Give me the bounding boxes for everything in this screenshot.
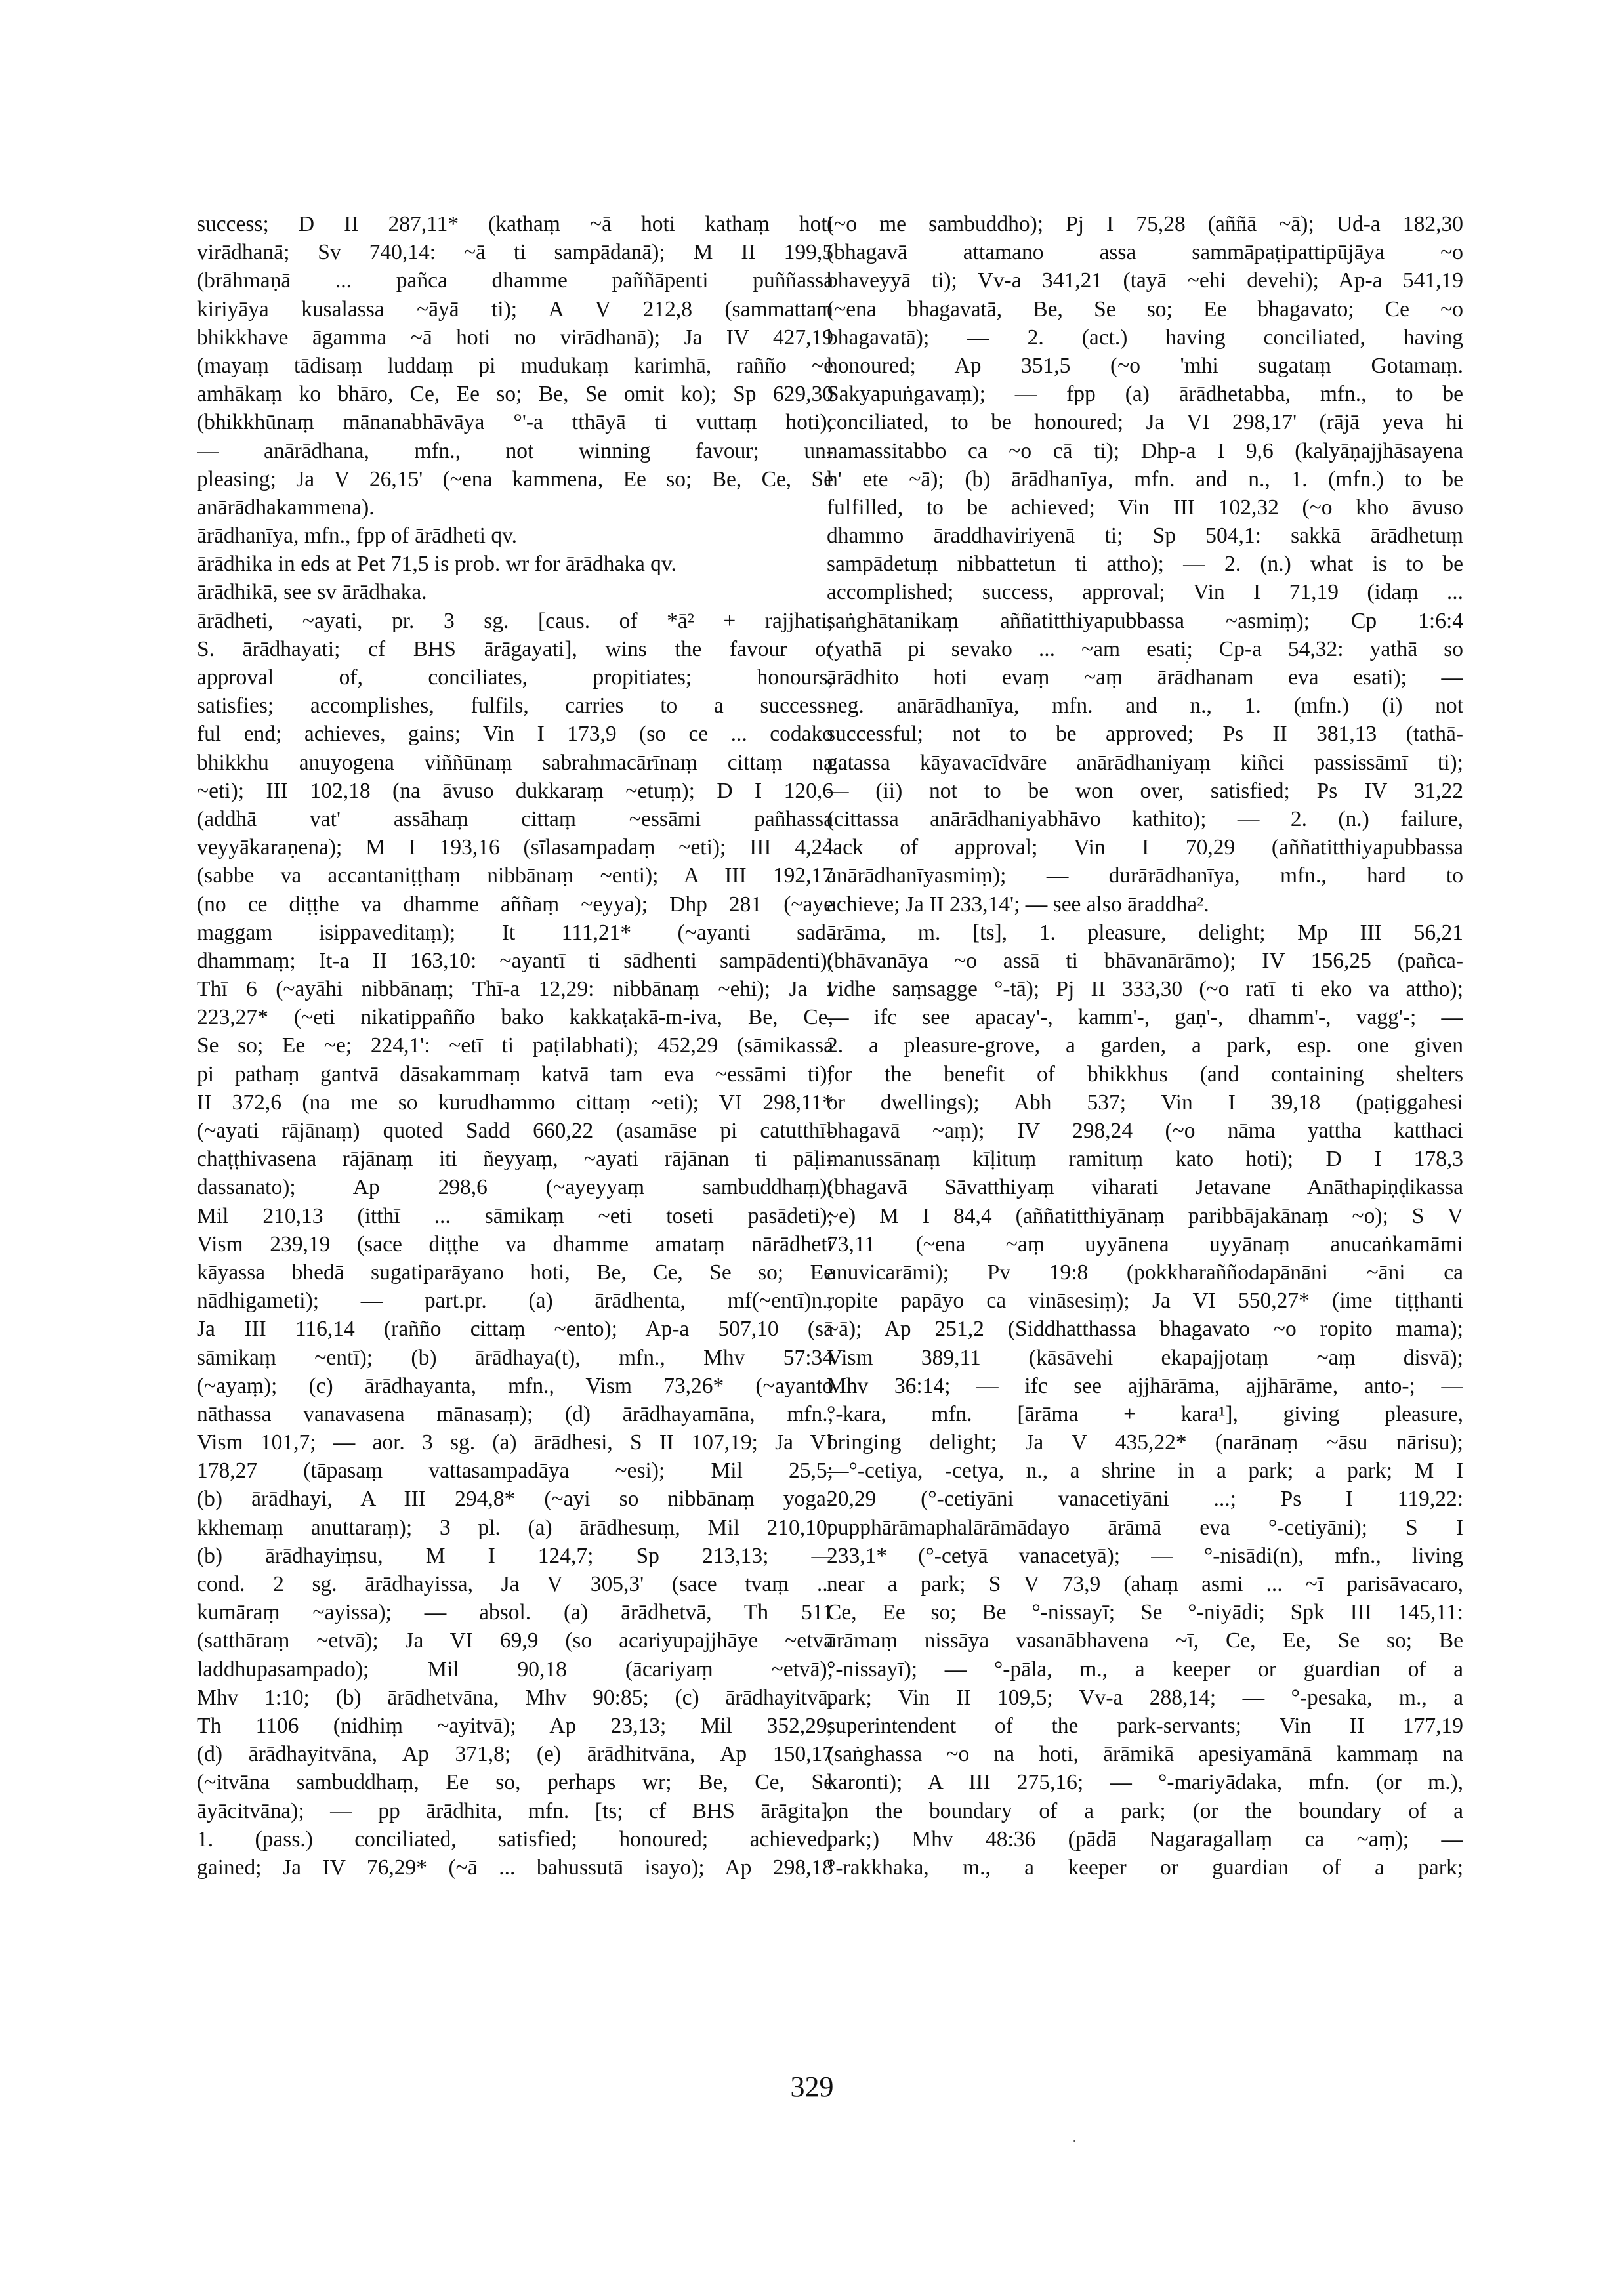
text-line: bhaveyyā ti); Vv-a 341,21 (tayā ~ehi devehi); Ap-a 541,19 <box>827 268 1463 293</box>
text-line: anārādhakammena). <box>197 495 375 520</box>
text-line: near a park; S V 73,9 (ahaṃ asmi ... ~ī parisāvacaro, <box>827 1572 1463 1596</box>
text-line: Mhv 1:10; (b) ārādhetvāna, Mhv 90:85; (c) ārādhayitvā, <box>197 1685 833 1710</box>
text-line: anuvicarāmi); Pv 19:8 (pokkharaññodapānāni ~āni ca <box>827 1260 1463 1285</box>
text-line: Se so; Ee ~e; 224,1': ~etī ti paṭilabhati); 452,29 (sāmikassa <box>197 1033 833 1058</box>
text-line: anārādhanīyasmiṃ); — durārādhanīya, mfn., hard to <box>827 863 1463 888</box>
text-line: bhikkhave āgamma ~ā hoti no virādhanā); Ja IV 427,19 <box>197 325 833 350</box>
text-line: (bhikkhūnaṃ mānanabhāvāya °'-a tthāyā ti vuttaṃ hoti); <box>197 410 833 435</box>
text-line: pi pathaṃ gantvā dāsakammaṃ katvā tam eva ~essāmi ti); <box>197 1062 833 1086</box>
text-line: 20,29 (°-cetiyāni vanacetiyāni ...; Ps I 119,22: <box>827 1487 1463 1512</box>
text-line: (sabbe va accantaniṭṭhaṃ nibbānaṃ ~enti); A III 192,17 <box>197 863 833 888</box>
text-line: (~ayati rājānaṃ) quoted Sadd 660,22 (asamāse pi catutthī- <box>197 1119 833 1143</box>
text-line: conciliated, to be honoured; Ja VI 298,17' (rājā yeva hi <box>827 410 1463 435</box>
text-line: ārādheti, ~ayati, pr. 3 sg. [caus. of *ā² + rajjhati; <box>197 608 833 633</box>
text-line: (no ce diṭṭhe va dhamme aññaṃ ~eyya); Dhp 281 (~aye <box>197 892 833 917</box>
scan-speck <box>1073 2140 1075 2142</box>
text-line: on the boundary of a park; (or the boundary of a <box>827 1798 1463 1823</box>
text-line: gained; Ja IV 76,29* (~ā ... bahussutā isayo); Ap 298,18 <box>197 1855 833 1880</box>
text-line: sāmikaṃ ~entī); (b) ārādhaya(t), mfn., Mhv 57:34 <box>197 1345 833 1370</box>
text-line: 73,11 (~ena ~aṃ uyyānena uyyānaṃ anucaṅkamāmi <box>827 1231 1463 1256</box>
text-line: vidhe saṃsagge °-tā); Pj II 333,30 (~o ratī ti eko va attho); <box>827 977 1463 1002</box>
text-line: — (ii) not to be won over, satisfied; Ps IV 31,22 <box>827 778 1463 803</box>
text-line: °-kara, mfn. [ārāma + kara¹], giving pleasure, <box>827 1401 1463 1426</box>
text-line: lack of approval; Vin I 70,29 (aññatitthiyapubbassa <box>827 835 1463 860</box>
text-line: ārādhito hoti evaṃ ~aṃ ārādhanam eva esati); — <box>827 665 1463 690</box>
text-line: kumāraṃ ~ayissa); — absol. (a) ārādhetvā, Th 511 <box>197 1600 833 1625</box>
text-line: gatassa kāyavacīdvāre anārādhaniyaṃ kiñci passissāmī ti); <box>827 750 1463 775</box>
text-line: dhammo āraddhaviriyenā ti; Sp 504,1: sakkā ārādhetuṃ <box>827 524 1463 548</box>
text-line: laddhupasampado); Mil 90,18 (ācariyaṃ ~etvā); <box>197 1657 833 1682</box>
text-line: (mayaṃ tādisaṃ luddaṃ pi mudukaṃ karimhā, rañño ~e <box>197 353 833 378</box>
text-line: ārādhikā, see sv ārādhaka. <box>197 580 427 605</box>
text-line: for the benefit of bhikkhus (and containing shelters <box>827 1062 1463 1086</box>
text-line: kāyassa bhedā sugatiparāyano hoti, Be, Ce, Se so; Ee <box>197 1260 833 1285</box>
text-line: dhammaṃ; It-a II 163,10: ~ayantī ti sādhenti sampādenti); <box>197 948 833 973</box>
text-line: nāthassa vanavasena mānasaṃ); (d) ārādhayamāna, mfn., <box>197 1401 833 1426</box>
text-line: ful end; achieves, gains; Vin I 173,9 (so ce ... codako <box>197 722 833 747</box>
text-line: amhākaṃ ko bhāro, Ce, Ee so; Be, Se omit ko); Sp 629,30 <box>197 382 833 407</box>
text-line: ārādhika in eds at Pet 71,5 is prob. wr for ārādhaka qv. <box>197 552 677 577</box>
text-line: (saṅghassa ~o na hoti, ārāmikā apesiyamānā kammaṃ na <box>827 1742 1463 1767</box>
text-line: ropite papāyo ca vināsesiṃ); Ja VI 550,27* (ime tiṭṭhanti <box>827 1289 1463 1313</box>
text-line: Sakyapuṅgavaṃ); — fpp (a) ārādhetabba, mfn., to be <box>827 382 1463 407</box>
text-line: park;) Mhv 48:36 (pādā Nagaragallaṃ ca ~aṃ); — <box>827 1827 1463 1851</box>
text-line: — anārādhana, mfn., not winning favour; un- <box>197 438 833 463</box>
text-line: Th 1106 (nidhiṃ ~ayitvā); Ap 23,13; Mil 352,29; <box>197 1713 833 1738</box>
text-line: park; Vin II 109,5; Vv-a 288,14; — °-pesaka, m., a <box>827 1685 1463 1710</box>
text-line: Vism 239,19 (sace diṭṭhe va dhamme amataṃ nārādheti <box>197 1231 833 1256</box>
text-line: h' ete ~ā); (b) ārādhanīya, mfn. and n., 1. (mfn.) to be <box>827 466 1463 491</box>
text-line: maggam isippaveditaṃ); It 111,21* (~ayanti sad- <box>197 920 833 945</box>
text-line: ārādhanīya, mfn., fpp of ārādheti qv. <box>197 524 518 548</box>
text-line: (cittassa anārādhaniyabhāvo kathito); — 2. (n.) failure, <box>827 806 1463 831</box>
text-line: Vism 389,11 (kāsāvehi ekapajjotaṃ ~aṃ disvā); <box>827 1345 1463 1370</box>
text-line: 1. (pass.) conciliated, satisfied; honoured; achieved, <box>197 1827 833 1851</box>
text-line: 178,27 (tāpasaṃ vattasampadāya ~esi); Mil 25,5; <box>197 1458 833 1483</box>
text-line: °-rakkhaka, m., a keeper or guardian of a park; <box>827 1855 1463 1880</box>
text-line: ~e) M I 84,4 (aññatitthiyānaṃ paribbājakānaṃ ~o); S V <box>827 1203 1463 1228</box>
text-line: II 372,6 (na me so kurudhammo cittaṃ ~eti); VI 298,11* <box>197 1090 833 1115</box>
text-line: — ifc see apacay'-, kamm'-, gaṇ'-, dhamm'-, vagg'-; — <box>827 1005 1463 1030</box>
text-line: saṅghātanikaṃ aññatitthiyapubbassa ~asmiṃ); Cp 1:6:4 <box>827 608 1463 633</box>
page-number: 329 <box>790 2071 834 2103</box>
text-line: dassanato); Ap 298,6 (~ayeyyaṃ sambuddhaṃ); <box>197 1175 833 1200</box>
text-line: nādhigameti); — part.pr. (a) ārādhenta, mf(~entī)n., <box>197 1289 833 1313</box>
text-line: or dwellings); Abh 537; Vin I 39,18 (paṭiggahesi <box>827 1090 1463 1115</box>
text-line: ~eti); III 102,18 (na āvuso dukkaraṃ ~etuṃ); D I 120,6 <box>197 778 833 803</box>
text-line: virādhanā; Sv 740,14: ~ā ti sampādanā); M II 199,5 <box>197 240 833 265</box>
text-line: cond. 2 sg. ārādhayissa, Ja V 305,3' (sace tvaṃ ... <box>197 1572 833 1596</box>
left-column <box>197 210 833 1882</box>
text-line: namassitabbo ca ~o cā ti); Dhp-a I 9,6 (kalyāṇajjhāsayena <box>827 438 1463 463</box>
text-line: (~ayaṃ); (c) ārādhayanta, mfn., Vism 73,26* (~ayanto <box>197 1373 833 1398</box>
text-line: superintendent of the park-servants; Vin II 177,19 <box>827 1713 1463 1738</box>
text-line: (b) ārādhayi, A III 294,8* (~ayi so nibbānaṃ yoga- <box>197 1487 833 1512</box>
text-line: Ce, Ee so; Be °-nissayī; Se °-niyādi; Spk III 145,11: <box>827 1600 1463 1625</box>
text-line: —°-cetiya, -cetya, n., a shrine in a park; a park; M I <box>827 1458 1463 1483</box>
text-line: Ja III 116,14 (rañño cittaṃ ~ento); Ap-a 507,10 (sā <box>197 1317 833 1342</box>
right-column <box>827 210 1463 1882</box>
text-line: pupphārāmaphalārāmādayo ārāmā eva °-cetiyāni); S I <box>827 1515 1463 1540</box>
text-line: sampādetuṃ nibbattetun ti attho); — 2. (n.) what is to be <box>827 552 1463 577</box>
text-line: chaṭṭhivasena rājānaṃ iti ñeyyaṃ, ~ayati rājānan ti pāḷi- <box>197 1147 833 1172</box>
text-line: ~ā); Ap 251,2 (Siddhatthassa bhagavato ~o ropito mama); <box>827 1317 1463 1342</box>
text-line: (brāhmaṇā ... pañca dhamme paññāpenti puññassa <box>197 268 833 293</box>
text-line: neg. anārādhanīya, mfn. and n., 1. (mfn.) (i) not <box>827 693 1463 718</box>
text-line: S. ārādhayati; cf BHS ārāgayati], wins the favour or <box>197 636 833 661</box>
text-line: (bhagavā Sāvatthiyaṃ viharati Jetavane Anāthapiṇḍikassa <box>827 1175 1463 1200</box>
text-line: Mil 210,13 (itthī ... sāmikaṃ ~eti toseti pasādeti); <box>197 1203 833 1228</box>
text-line: āyācitvāna); — pp ārādhita, mfn. [ts; cf BHS ārāgita], <box>197 1798 833 1823</box>
text-line: (satthāraṃ ~etvā); Ja VI 69,9 (so acariyupajjhāye ~etvā <box>197 1628 833 1653</box>
text-line: kkhemaṃ anuttaraṃ); 3 pl. (a) ārādhesuṃ, Mil 210,10; <box>197 1515 833 1540</box>
scan-speck <box>1186 661 1188 663</box>
text-line: °-nissayī); — °-pāla, m., a keeper or guardian of a <box>827 1657 1463 1682</box>
text-line: accomplished; success, approval; Vin I 71,19 (idaṃ ... <box>827 580 1463 605</box>
text-line: success; D II 287,11* (kathaṃ ~ā hoti kathaṃ hoti <box>197 212 833 236</box>
text-line: ārāma, m. [ts], 1. pleasure, delight; Mp III 56,21 <box>827 920 1463 945</box>
text-line: Vism 101,7; — aor. 3 sg. (a) ārādhesi, S II 107,19; Ja VI <box>197 1430 833 1455</box>
text-line: (~itvāna sambuddhaṃ, Ee so, perhaps wr; Be, Ce, Se <box>197 1770 833 1795</box>
text-line: bhikkhu anuyogena viññūnaṃ sabrahmacārīnaṃ cittaṃ na <box>197 750 833 775</box>
text-line: satisfies; accomplishes, fulfils, carries to a success- <box>197 693 833 718</box>
text-line: kiriyāya kusalassa ~āyā ti); A V 212,8 (sammattam <box>197 297 833 321</box>
text-line: bhagavatā); — 2. (act.) having conciliated, having <box>827 325 1463 350</box>
text-line: pleasing; Ja V 26,15' (~ena kammena, Ee so; Be, Ce, Se <box>197 466 833 491</box>
text-line: bringing delight; Ja V 435,22* (narānaṃ ~āsu nārisu); <box>827 1430 1463 1455</box>
text-line: 223,27* (~eti nikatippañño bako kakkaṭakā-m-iva, Be, Ce, <box>197 1005 833 1030</box>
text-line: bhagavā ~aṃ); IV 298,24 (~o nāma yattha katthaci <box>827 1119 1463 1143</box>
text-line: Thī 6 (~ayāhi nibbānaṃ; Thī-a 12,29: nibbānaṃ ~ehi); Ja I <box>197 977 833 1002</box>
text-line: (yathā pi sevako ... ~am esati; Cp-a 54,32: yathā so <box>827 636 1463 661</box>
text-line: manussānaṃ kīḷituṃ ramituṃ kato hoti); D I 178,3 <box>827 1147 1463 1172</box>
text-line: 233,1* (°-cetyā vanacetyā); — °-nisādi(n), mfn., living <box>827 1543 1463 1568</box>
text-line: (~o me sambuddho); Pj I 75,28 (aññā ~ā); Ud-a 182,30 <box>827 212 1463 236</box>
text-line: honoured; Ap 351,5 (~o 'mhi sugataṃ Gotamaṃ. <box>827 353 1463 378</box>
text-line: (bhāvanāya ~o assā ti bhāvanārāmo); IV 156,25 (pañca- <box>827 948 1463 973</box>
text-line: 2. a pleasure-grove, a garden, a park, esp. one given <box>827 1033 1463 1058</box>
text-line: (~ena bhagavatā, Be, Se so; Ee bhagavato; Ce ~o <box>827 297 1463 321</box>
text-line: achieve; Ja II 233,14'; — see also āraddha². <box>827 892 1209 917</box>
text-line: successful; not to be approved; Ps II 381,13 (tathā- <box>827 722 1463 747</box>
text-line: (b) ārādhayiṃsu, M I 124,7; Sp 213,13; — <box>197 1543 833 1568</box>
text-line: fulfilled, to be achieved; Vin III 102,32 (~o kho āvuso <box>827 495 1463 520</box>
text-line: approval of, conciliates, propitiates; honours, <box>197 665 833 690</box>
text-line: ārāmaṃ nissāya vasanābhavena ~ī, Ce, Ee, Se so; Be <box>827 1628 1463 1653</box>
text-line: karonti); A III 275,16; — °-mariyādaka, mfn. (or m.), <box>827 1770 1463 1795</box>
text-line: (addhā vat' assāhaṃ cittaṃ ~essāmi pañhassa <box>197 806 833 831</box>
text-line: (d) ārādhayitvāna, Ap 371,8; (e) ārādhitvāna, Ap 150,17 <box>197 1742 833 1767</box>
text-line: veyyākaraṇena); M I 193,16 (sīlasampadaṃ ~eti); III 4,24 <box>197 835 833 860</box>
text-line: Mhv 36:14; — ifc see ajjhārāma, ajjhārāme, anto-; — <box>827 1373 1463 1398</box>
text-line: (bhagavā attamano assa sammāpaṭipattipūjāya ~o <box>827 240 1463 265</box>
